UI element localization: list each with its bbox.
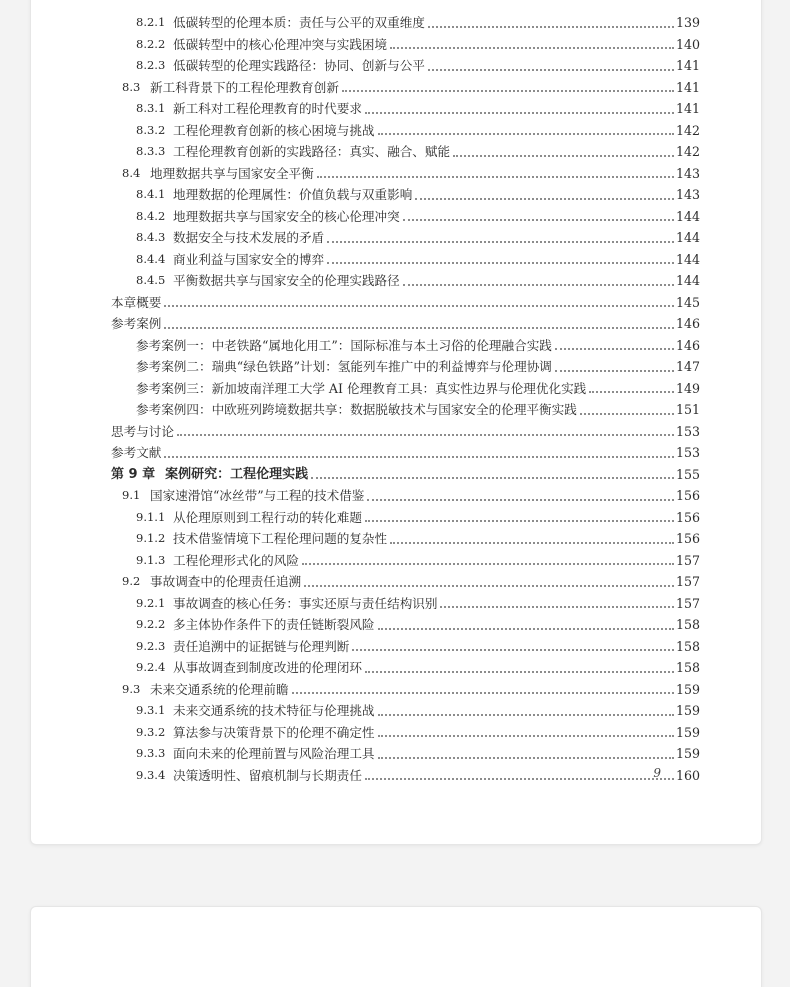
toc-entry[interactable] xyxy=(111,421,700,443)
toc-leader-dots xyxy=(428,69,674,71)
toc-entry-number: 9.2.4 xyxy=(136,660,166,674)
toc-entry-number: 9.1.2 xyxy=(136,531,166,545)
toc-entry-title: 新工科对工程伦理教育的时代要求 xyxy=(173,101,362,116)
toc-entry[interactable] xyxy=(111,550,700,572)
toc-entry-title: 国家速滑馆“冰丝带”与工程的技术借鉴 xyxy=(150,488,365,503)
toc-entry-page-number: 157 xyxy=(675,574,700,589)
toc-entry-page-number: 143 xyxy=(675,165,700,181)
toc-entry-page-number: 156 xyxy=(675,488,700,503)
toc-entry-number: 9.3 xyxy=(122,681,141,696)
toc-leader-dots xyxy=(428,26,674,28)
toc-entry-page-number: 140 xyxy=(675,36,700,52)
toc-entry-title: 地理数据共享与国家安全的核心伦理冲突 xyxy=(173,208,400,224)
toc-leader-dots xyxy=(378,757,674,759)
toc-entry-number: 9.3.3 xyxy=(136,746,166,760)
toc-entry[interactable] xyxy=(111,34,700,56)
toc-leader-dots xyxy=(327,262,674,264)
toc-entry-number: 8.4.3 xyxy=(136,230,166,244)
toc-entry-page-number: 144 xyxy=(675,208,700,224)
toc-entry-title: 低碳转型的伦理本质：责任与公平的双重维度 xyxy=(173,15,425,30)
toc-entry[interactable] xyxy=(111,765,700,787)
toc-entry-number: 8.3 xyxy=(122,79,141,94)
toc-entry[interactable] xyxy=(111,335,700,357)
toc-entry[interactable] xyxy=(111,77,700,99)
toc-entry-title: 新工科背景下的工程伦理教育创新 xyxy=(150,79,339,95)
toc-entry-title: 参考案例三：新加坡南洋理工大学 AI 伦理教育工具：真实性边界与伦理优化实践 xyxy=(136,380,587,396)
toc-entry-title: 从伦理原则到工程行动的转化难题 xyxy=(173,509,362,525)
toc-entry[interactable] xyxy=(111,722,700,744)
toc-entry-page-number: 146 xyxy=(675,337,700,353)
toc-entry-number: 8.4 xyxy=(122,165,141,180)
toc-entry-page-number: 151 xyxy=(675,402,700,417)
toc-leader-dots xyxy=(292,692,674,694)
toc-entry-number: 8.3.1 xyxy=(136,101,166,115)
toc-entry[interactable] xyxy=(111,163,700,185)
toc-entry-page-number: 160 xyxy=(675,767,700,783)
toc-leader-dots xyxy=(403,219,674,221)
toc-entry-title: 参考案例一：中老铁路“属地化用工”：国际标准与本土习俗的伦理融合实践 xyxy=(136,337,552,353)
page-number: 9 xyxy=(653,766,661,780)
toc-entry-title: 事故调查的核心任务：事实还原与责任结构识别 xyxy=(173,595,438,611)
toc-entry-number: 9.3.4 xyxy=(136,767,166,782)
toc-entry-title: 参考案例 xyxy=(111,316,162,331)
toc-entry-page-number: 142 xyxy=(675,122,700,138)
toc-entry[interactable] xyxy=(111,614,700,636)
toc-entry-title: 低碳转型的伦理实践路径：协同、创新与公平 xyxy=(173,58,425,73)
toc-entry-number: 8.3.3 xyxy=(136,144,166,158)
toc-entry[interactable] xyxy=(111,507,700,529)
toc-entry-title: 数据安全与技术发展的矛盾 xyxy=(173,230,325,245)
toc-entry-page-number: 158 xyxy=(675,660,700,675)
toc-entry-page-number: 157 xyxy=(675,595,700,611)
toc-leader-dots xyxy=(378,133,674,135)
toc-leader-dots xyxy=(317,176,674,178)
toc-leader-dots xyxy=(555,348,674,350)
toc-entry-title: 算法参与决策背景下的伦理不确定性 xyxy=(173,724,375,740)
toc-entry-number: 8.4.2 xyxy=(136,208,166,223)
toc-entry-page-number: 141 xyxy=(675,58,700,73)
toc-entry-page-number: 141 xyxy=(675,79,700,95)
toc-leader-dots xyxy=(580,413,674,415)
toc-entry-page-number: 149 xyxy=(675,380,700,396)
toc-leader-dots xyxy=(390,47,674,49)
toc-entry-page-number: 155 xyxy=(675,466,700,482)
toc-entry-page-number: 158 xyxy=(675,617,700,632)
toc-entry-title: 面向未来的伦理前置与风险治理工具 xyxy=(173,746,375,761)
toc-entry[interactable] xyxy=(111,249,700,271)
toc-leader-dots xyxy=(164,456,674,458)
toc-leader-dots xyxy=(365,520,674,522)
toc-entry-number: 9.2.3 xyxy=(136,638,166,653)
toc-entry-page-number: 139 xyxy=(675,15,700,30)
toc-entry-page-number: 156 xyxy=(675,531,700,546)
toc-leader-dots xyxy=(304,585,674,587)
toc-entry-title: 地理数据共享与国家安全平衡 xyxy=(150,165,314,181)
toc-entry-page-number: 153 xyxy=(675,445,700,460)
toc-entry-page-number: 142 xyxy=(675,144,700,159)
toc-leader-dots xyxy=(164,305,674,307)
toc-entry-title: 平衡数据共享与国家安全的伦理实践路径 xyxy=(173,273,400,288)
toc-entry-page-number: 159 xyxy=(675,703,700,718)
toc-entry[interactable] xyxy=(111,12,700,34)
toc-entry[interactable] xyxy=(111,679,700,701)
toc-entry-number: 8.2.1 xyxy=(136,15,166,29)
toc-entry-title: 案例研究：工程伦理实践 xyxy=(165,466,309,482)
toc-entry-title: 决策透明性、留痕机制与长期责任 xyxy=(173,767,362,783)
toc-entry-title: 参考文献 xyxy=(111,445,162,460)
toc-entry[interactable] xyxy=(111,356,700,378)
toc-leader-dots xyxy=(440,606,673,608)
toc-leader-dots xyxy=(378,714,674,716)
toc-leader-dots xyxy=(302,563,674,565)
toc-entry-number: 9.1.1 xyxy=(136,509,166,524)
toc-entry-title: 地理数据的伦理属性：价值负载与双重影响 xyxy=(173,187,413,202)
toc-entry-number: 9.2.1 xyxy=(136,595,166,610)
toc-entry-page-number: 156 xyxy=(675,509,700,525)
toc-entry[interactable] xyxy=(111,270,700,292)
toc-entry-number: 第 9 章 xyxy=(111,466,156,482)
toc-entry-page-number: 144 xyxy=(675,273,700,288)
toc-entry[interactable] xyxy=(111,55,700,77)
toc-entry[interactable] xyxy=(111,98,700,120)
toc-leader-dots xyxy=(403,284,674,286)
toc-entry-title: 商业利益与国家安全的博弈 xyxy=(173,251,325,267)
toc-entry[interactable] xyxy=(111,399,700,421)
toc-entry-number: 9.1.3 xyxy=(136,552,166,567)
toc-leader-dots xyxy=(378,628,674,630)
toc-leader-dots xyxy=(311,477,674,479)
toc-entry-page-number: 147 xyxy=(675,359,700,374)
toc-entry[interactable] xyxy=(111,528,700,550)
toc-entry-page-number: 145 xyxy=(675,294,700,310)
next-document-page xyxy=(30,906,762,987)
toc-entry[interactable] xyxy=(111,593,700,615)
toc-entry-title: 未来交通系统的伦理前瞻 xyxy=(150,681,289,697)
toc-entry-number: 8.4.4 xyxy=(136,251,166,266)
toc-entry-number: 8.4.5 xyxy=(136,273,166,287)
toc-entry[interactable] xyxy=(111,743,700,765)
toc-entry[interactable] xyxy=(111,227,700,249)
toc-entry-number: 9.3.1 xyxy=(136,703,166,717)
toc-entry[interactable] xyxy=(111,141,700,163)
toc-entry-number: 9.3.2 xyxy=(136,724,166,739)
toc-entry-page-number: 159 xyxy=(675,724,700,740)
toc-entry-title: 从事故调查到制度改进的伦理闭环 xyxy=(173,660,362,675)
toc-leader-dots xyxy=(352,649,674,651)
toc-leader-dots xyxy=(327,241,674,243)
toc-entry-page-number: 158 xyxy=(675,638,700,654)
toc-entry[interactable] xyxy=(111,700,700,722)
toc-leader-dots xyxy=(177,434,674,436)
toc-entry-number: 8.2.3 xyxy=(136,58,166,72)
toc-entry[interactable] xyxy=(111,206,700,228)
toc-leader-dots xyxy=(342,90,674,92)
toc-entry[interactable] xyxy=(111,657,700,679)
toc-leader-dots xyxy=(589,391,674,393)
toc-entry-page-number: 144 xyxy=(675,251,700,267)
toc-entry-number: 8.4.1 xyxy=(136,187,166,201)
document-page xyxy=(30,0,762,845)
toc-leader-dots xyxy=(378,735,674,737)
toc-leader-dots xyxy=(367,499,674,501)
toc-leader-dots xyxy=(365,671,674,673)
toc-leader-dots xyxy=(365,778,674,780)
toc-chapter-entry[interactable] xyxy=(111,464,700,486)
toc-entry-page-number: 144 xyxy=(675,230,700,245)
toc-entry-number: 8.2.2 xyxy=(136,36,166,51)
toc-leader-dots xyxy=(365,112,674,114)
toc-entry[interactable] xyxy=(111,184,700,206)
toc-entry-page-number: 146 xyxy=(675,316,700,331)
toc-leader-dots xyxy=(390,542,674,544)
toc-leader-dots xyxy=(415,198,674,200)
toc-entry[interactable] xyxy=(111,571,700,593)
toc-entry-title: 参考案例四：中欧班列跨境数据共享：数据脱敏技术与国家安全的伦理平衡实践 xyxy=(136,402,577,417)
toc-entry-title: 事故调查中的伦理责任追溯 xyxy=(150,574,302,589)
toc-leader-dots xyxy=(453,155,674,157)
toc-entry[interactable] xyxy=(111,120,700,142)
toc-entry-page-number: 159 xyxy=(675,681,700,697)
toc-entry-title: 工程伦理教育创新的核心困境与挑战 xyxy=(173,122,375,138)
toc-entry-page-number: 153 xyxy=(675,423,700,439)
toc-leader-dots xyxy=(164,327,674,329)
toc-entry-title: 技术借鉴情境下工程伦理问题的复杂性 xyxy=(173,531,388,546)
toc-entry[interactable] xyxy=(111,442,700,464)
toc-entry-title: 多主体协作条件下的责任链断裂风险 xyxy=(173,617,375,632)
table-of-contents xyxy=(111,12,700,786)
toc-entry-title: 思考与讨论 xyxy=(111,423,174,439)
toc-entry-title: 未来交通系统的技术特征与伦理挑战 xyxy=(173,703,375,718)
toc-leader-dots xyxy=(555,370,674,372)
toc-entry-page-number: 141 xyxy=(675,101,700,116)
toc-entry[interactable] xyxy=(111,636,700,658)
toc-entry-number: 9.2.2 xyxy=(136,617,166,631)
toc-entry[interactable] xyxy=(111,313,700,335)
toc-entry-title: 工程伦理教育创新的实践路径：真实、融合、赋能 xyxy=(173,144,451,159)
toc-entry-title: 低碳转型中的核心伦理冲突与实践困境 xyxy=(173,36,388,52)
toc-entry[interactable] xyxy=(111,292,700,314)
toc-entry-number: 8.3.2 xyxy=(136,122,166,137)
toc-entry-page-number: 143 xyxy=(675,187,700,202)
toc-entry-title: 本章概要 xyxy=(111,294,162,310)
toc-entry-title: 参考案例二：瑞典“绿色铁路”计划：氢能列车推广中的利益博弈与伦理协调 xyxy=(136,359,552,374)
toc-entry-page-number: 157 xyxy=(675,552,700,568)
toc-entry[interactable] xyxy=(111,378,700,400)
toc-entry-number: 9.2 xyxy=(122,574,141,588)
toc-entry-title: 工程伦理形式化的风险 xyxy=(173,552,299,568)
toc-entry-title: 责任追溯中的证据链与伦理判断 xyxy=(173,638,350,654)
toc-entry-number: 9.1 xyxy=(122,488,141,502)
toc-entry[interactable] xyxy=(111,485,700,507)
toc-entry-page-number: 159 xyxy=(675,746,700,761)
